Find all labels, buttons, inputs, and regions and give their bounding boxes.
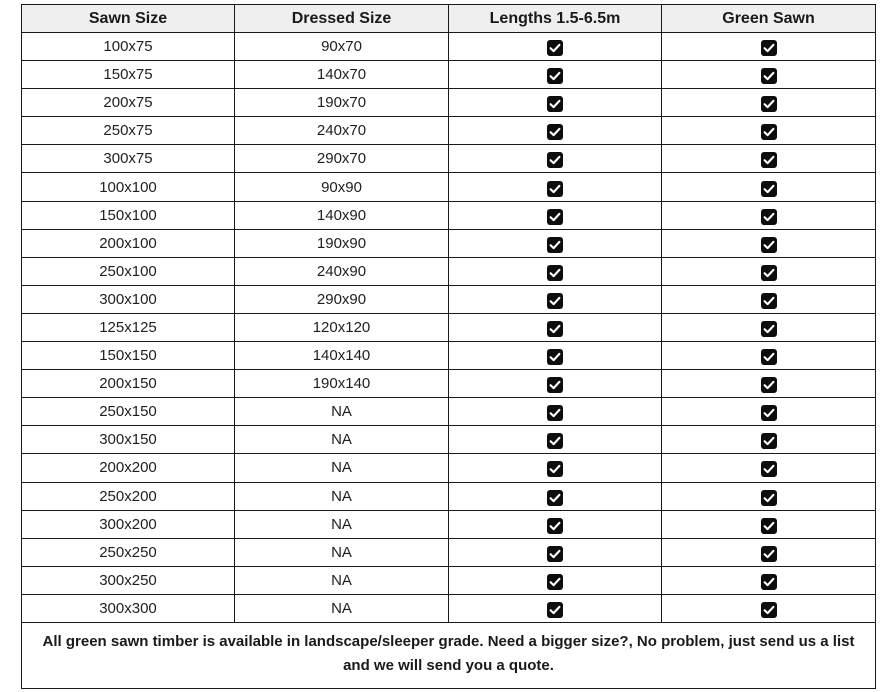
sawn-size-cell: 200x75	[22, 89, 235, 117]
sawn-size-cell: 100x75	[22, 33, 235, 61]
lengths-cell	[449, 454, 662, 482]
lengths-cell	[449, 398, 662, 426]
green-sawn-cell	[662, 61, 876, 89]
dressed-size-cell: 240x90	[235, 257, 449, 285]
dressed-size-cell: 140x90	[235, 201, 449, 229]
checked-checkbox-icon	[547, 209, 563, 225]
checked-checkbox-icon	[761, 96, 777, 112]
sawn-size-cell: 200x200	[22, 454, 235, 482]
green-sawn-cell	[662, 370, 876, 398]
table-footer	[22, 622, 876, 688]
table-row	[22, 229, 876, 257]
green-sawn-cell	[662, 89, 876, 117]
table-row	[22, 173, 876, 201]
sawn-size-cell: 300x200	[22, 510, 235, 538]
dressed-size-cell: NA	[235, 426, 449, 454]
sawn-size-cell: 250x250	[22, 538, 235, 566]
checked-checkbox-icon	[761, 349, 777, 365]
checked-checkbox-icon	[547, 405, 563, 421]
lengths-cell	[449, 61, 662, 89]
dressed-size-cell: 120x120	[235, 313, 449, 341]
table-row	[22, 594, 876, 622]
green-sawn-cell	[662, 426, 876, 454]
table-row	[22, 89, 876, 117]
checked-checkbox-icon	[761, 405, 777, 421]
green-sawn-cell	[662, 173, 876, 201]
sawn-size-cell: 250x75	[22, 117, 235, 145]
sawn-size-cell: 200x150	[22, 370, 235, 398]
checked-checkbox-icon	[547, 377, 563, 393]
header-green-sawn: Green Sawn	[662, 5, 876, 33]
lengths-cell	[449, 313, 662, 341]
table-row	[22, 454, 876, 482]
checked-checkbox-icon	[761, 265, 777, 281]
dressed-size-cell: NA	[235, 398, 449, 426]
sawn-size-cell: 300x300	[22, 594, 235, 622]
lengths-cell	[449, 342, 662, 370]
checked-checkbox-icon	[547, 546, 563, 562]
checked-checkbox-icon	[761, 237, 777, 253]
header-sawn-size: Sawn Size	[22, 5, 235, 33]
table-header	[22, 5, 876, 33]
header-dressed-size: Dressed Size	[235, 5, 449, 33]
dressed-size-cell: 190x90	[235, 229, 449, 257]
sawn-size-cell: 250x150	[22, 398, 235, 426]
dressed-size-cell: 290x70	[235, 145, 449, 173]
green-sawn-cell	[662, 342, 876, 370]
green-sawn-cell	[662, 594, 876, 622]
checked-checkbox-icon	[761, 490, 777, 506]
lengths-cell	[449, 594, 662, 622]
checked-checkbox-icon	[761, 124, 777, 140]
checked-checkbox-icon	[761, 321, 777, 337]
header-row	[22, 5, 876, 33]
green-sawn-cell	[662, 566, 876, 594]
table-row	[22, 538, 876, 566]
sawn-size-cell: 300x75	[22, 145, 235, 173]
lengths-cell	[449, 89, 662, 117]
green-sawn-cell	[662, 510, 876, 538]
dressed-size-cell: 140x140	[235, 342, 449, 370]
checked-checkbox-icon	[547, 349, 563, 365]
checked-checkbox-icon	[761, 181, 777, 197]
table-row	[22, 33, 876, 61]
green-sawn-cell	[662, 201, 876, 229]
table-body	[22, 33, 876, 623]
table-row	[22, 117, 876, 145]
sawn-size-cell: 150x150	[22, 342, 235, 370]
table-row	[22, 61, 876, 89]
checked-checkbox-icon	[761, 293, 777, 309]
checked-checkbox-icon	[547, 124, 563, 140]
header-lengths: Lengths 1.5-6.5m	[449, 5, 662, 33]
dressed-size-cell: NA	[235, 454, 449, 482]
checked-checkbox-icon	[761, 518, 777, 534]
table-row	[22, 145, 876, 173]
green-sawn-cell	[662, 285, 876, 313]
checked-checkbox-icon	[547, 433, 563, 449]
lengths-cell	[449, 510, 662, 538]
dressed-size-cell: NA	[235, 510, 449, 538]
table-row	[22, 398, 876, 426]
checked-checkbox-icon	[547, 293, 563, 309]
dressed-size-cell: NA	[235, 594, 449, 622]
green-sawn-cell	[662, 117, 876, 145]
green-sawn-cell	[662, 145, 876, 173]
lengths-cell	[449, 33, 662, 61]
lengths-cell	[449, 257, 662, 285]
lengths-cell	[449, 538, 662, 566]
checked-checkbox-icon	[547, 237, 563, 253]
table-row	[22, 285, 876, 313]
sawn-size-cell: 250x100	[22, 257, 235, 285]
checked-checkbox-icon	[547, 574, 563, 590]
green-sawn-cell	[662, 257, 876, 285]
lengths-cell	[449, 117, 662, 145]
dressed-size-cell: NA	[235, 566, 449, 594]
dressed-size-cell: 140x70	[235, 61, 449, 89]
green-sawn-cell	[662, 313, 876, 341]
table-row	[22, 482, 876, 510]
checked-checkbox-icon	[547, 321, 563, 337]
lengths-cell	[449, 285, 662, 313]
table-row	[22, 510, 876, 538]
dressed-size-cell: 290x90	[235, 285, 449, 313]
checked-checkbox-icon	[761, 546, 777, 562]
checked-checkbox-icon	[547, 490, 563, 506]
checked-checkbox-icon	[547, 461, 563, 477]
sawn-size-cell: 300x100	[22, 285, 235, 313]
checked-checkbox-icon	[761, 152, 777, 168]
footer-row	[22, 622, 876, 688]
checked-checkbox-icon	[547, 518, 563, 534]
checked-checkbox-icon	[547, 96, 563, 112]
table-row	[22, 426, 876, 454]
checked-checkbox-icon	[761, 68, 777, 84]
green-sawn-cell	[662, 454, 876, 482]
dressed-size-cell: 240x70	[235, 117, 449, 145]
footer-note: All green sawn timber is available in landscape/sleeper grade. Need a bigger size?, No problem, just send us a list and we will send you a quote.	[22, 622, 876, 688]
dressed-size-cell: 90x90	[235, 173, 449, 201]
table-row	[22, 566, 876, 594]
checked-checkbox-icon	[761, 461, 777, 477]
green-sawn-cell	[662, 482, 876, 510]
table-row	[22, 201, 876, 229]
lengths-cell	[449, 173, 662, 201]
timber-size-table	[21, 4, 876, 689]
checked-checkbox-icon	[761, 433, 777, 449]
timber-size-table-container	[21, 4, 876, 689]
sawn-size-cell: 250x200	[22, 482, 235, 510]
table-row	[22, 342, 876, 370]
checked-checkbox-icon	[547, 68, 563, 84]
sawn-size-cell: 150x100	[22, 201, 235, 229]
lengths-cell	[449, 566, 662, 594]
sawn-size-cell: 125x125	[22, 313, 235, 341]
dressed-size-cell: NA	[235, 482, 449, 510]
checked-checkbox-icon	[761, 602, 777, 618]
green-sawn-cell	[662, 538, 876, 566]
green-sawn-cell	[662, 229, 876, 257]
lengths-cell	[449, 229, 662, 257]
lengths-cell	[449, 370, 662, 398]
checked-checkbox-icon	[547, 181, 563, 197]
sawn-size-cell: 300x150	[22, 426, 235, 454]
sawn-size-cell: 200x100	[22, 229, 235, 257]
dressed-size-cell: 190x140	[235, 370, 449, 398]
checked-checkbox-icon	[761, 574, 777, 590]
table-row	[22, 370, 876, 398]
checked-checkbox-icon	[547, 602, 563, 618]
checked-checkbox-icon	[547, 152, 563, 168]
sawn-size-cell: 150x75	[22, 61, 235, 89]
table-row	[22, 257, 876, 285]
sawn-size-cell: 100x100	[22, 173, 235, 201]
checked-checkbox-icon	[761, 40, 777, 56]
dressed-size-cell: 190x70	[235, 89, 449, 117]
lengths-cell	[449, 426, 662, 454]
lengths-cell	[449, 145, 662, 173]
green-sawn-cell	[662, 398, 876, 426]
table-row	[22, 313, 876, 341]
lengths-cell	[449, 201, 662, 229]
dressed-size-cell: NA	[235, 538, 449, 566]
checked-checkbox-icon	[547, 40, 563, 56]
checked-checkbox-icon	[761, 377, 777, 393]
checked-checkbox-icon	[547, 265, 563, 281]
checked-checkbox-icon	[761, 209, 777, 225]
green-sawn-cell	[662, 33, 876, 61]
sawn-size-cell: 300x250	[22, 566, 235, 594]
lengths-cell	[449, 482, 662, 510]
dressed-size-cell: 90x70	[235, 33, 449, 61]
